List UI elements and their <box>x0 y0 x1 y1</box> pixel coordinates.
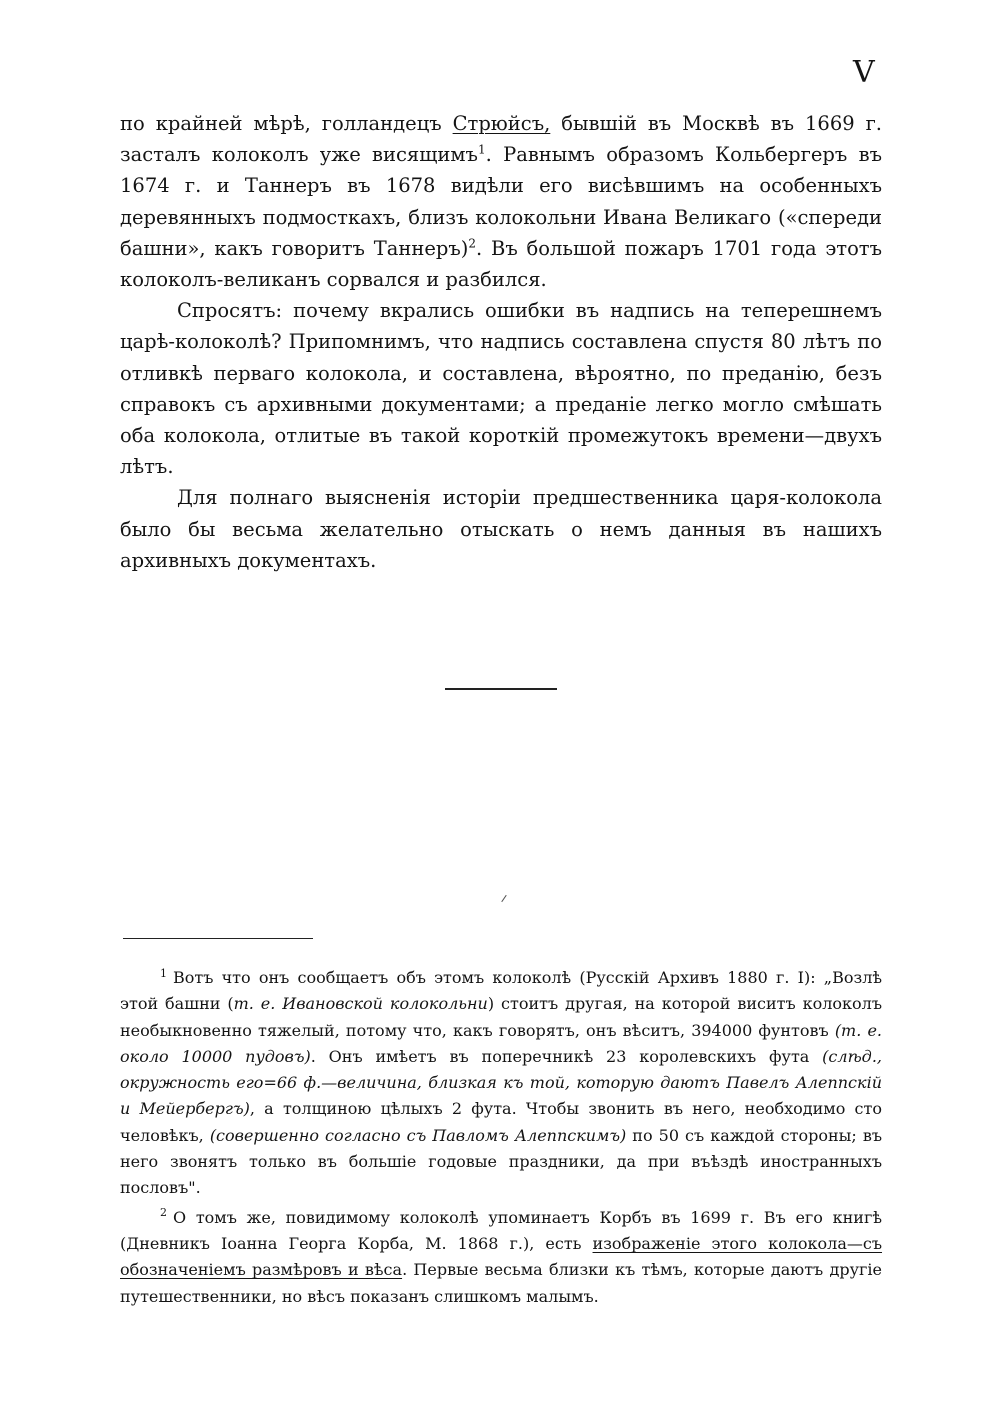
text-run: ) стоитъ другая, на которой виситъ колоколъ необыкновенно тяжелый, потому что, какъ говорятъ, онъ вѣситъ, 394000 фунтовъ <box>120 994 882 1040</box>
paragraph <box>120 108 882 295</box>
italic-run: (слѣд., окружность его=66 ф.—величина, близкая къ той, которую даютъ Павелъ Алеппскій и Мейербергъ) <box>120 1046 882 1119</box>
footnote <box>120 965 882 1202</box>
text-run: бывшій въ Москвѣ въ 1669 г. засталъ колоколъ уже висящимъ <box>120 112 883 167</box>
stray-mark <box>501 895 506 902</box>
body-text <box>120 108 882 576</box>
paragraph <box>120 482 882 576</box>
footnote-number: 1 <box>160 966 167 980</box>
underlined-run: изображеніе этого колокола—съ обозначеніемъ размѣровъ и вѣса <box>120 1233 883 1280</box>
footnote-ref: 1 <box>477 142 486 157</box>
text-run: . Въ большой пожаръ 1701 года этотъ колоколъ-великанъ сорвался и разбился. <box>120 236 882 292</box>
text-run: . Первые весьма близки къ тѣмъ, которые даютъ другіе путешественники, но вѣсъ показанъ слишкомъ малымъ. <box>120 1260 882 1306</box>
text-run: по крайней мѣрѣ, голландецъ <box>120 112 453 135</box>
footnote-rule <box>123 938 313 939</box>
text-run: по 50 съ каждой стороны; въ него звонятъ только въ большіе годовые праздники, да при въѣздѣ иностранныхъ пословъ". <box>120 1125 882 1198</box>
footnote-number: 2 <box>160 1206 167 1220</box>
text-run: О томъ же, повидимому колоколѣ упоминаетъ Корбъ въ 1699 г. Въ его книгѣ (Дневникъ Іоанна Георга Корба, М. 1868 г.), есть <box>120 1207 882 1253</box>
section-separator <box>445 688 557 690</box>
underlined-name: Стрюйсъ, <box>452 112 551 135</box>
footnote <box>120 1205 882 1310</box>
paragraph <box>120 295 882 482</box>
italic-run: (т. е. около 10000 пудовъ) <box>120 1020 882 1066</box>
italic-run: (совершенно согласно съ Павломъ Алеппскимъ) <box>209 1125 627 1145</box>
text-run: Вотъ что онъ сообщаетъ объ этомъ колоколѣ (Русскій Архивъ 1880 г. I): „Возлѣ этой башни ( <box>120 968 882 1014</box>
text-run: Спросятъ: почему вкрались ошибки въ надпись на теперешнемъ царѣ-колоколѣ? Припомнимъ, что надпись составлена спустя 80 лѣтъ по отливкѣ перваго колокола, и составлена, вѣроятно, по преданію, безъ справокъ съ архивными документами; а преданіе легко могло смѣшать оба колокола, отлитые въ такой короткій промежутокъ времени—двухъ лѣтъ. <box>120 299 882 479</box>
text-run: . Равнымъ образомъ Кольбергеръ въ 1674 г. и Таннеръ въ 1678 видѣли его висѣвшимъ на особенныхъ деревянныхъ подмосткахъ, близъ колокольни Ивана Великаго («спереди башни», какъ говоритъ Таннеръ) <box>120 143 882 260</box>
footnote-ref: 2 <box>468 236 477 251</box>
text-run: , а толщиною цѣлыхъ 2 фута. Чтобы звонить въ него, необходимо сто человѣкъ, <box>120 1099 883 1145</box>
page-number: V <box>853 55 875 90</box>
italic-run: т. е. Ивановской колокольни <box>233 994 488 1014</box>
text-run: Для полнаго выясненія исторіи предшественника царя-колокола было бы весьма желательно отыскать о немъ данныя въ нашихъ архивныхъ документахъ. <box>120 486 882 572</box>
text-run: . Онъ имѣетъ въ поперечникѣ 23 королевскихъ фута <box>310 1046 823 1066</box>
footnotes <box>120 965 882 1313</box>
